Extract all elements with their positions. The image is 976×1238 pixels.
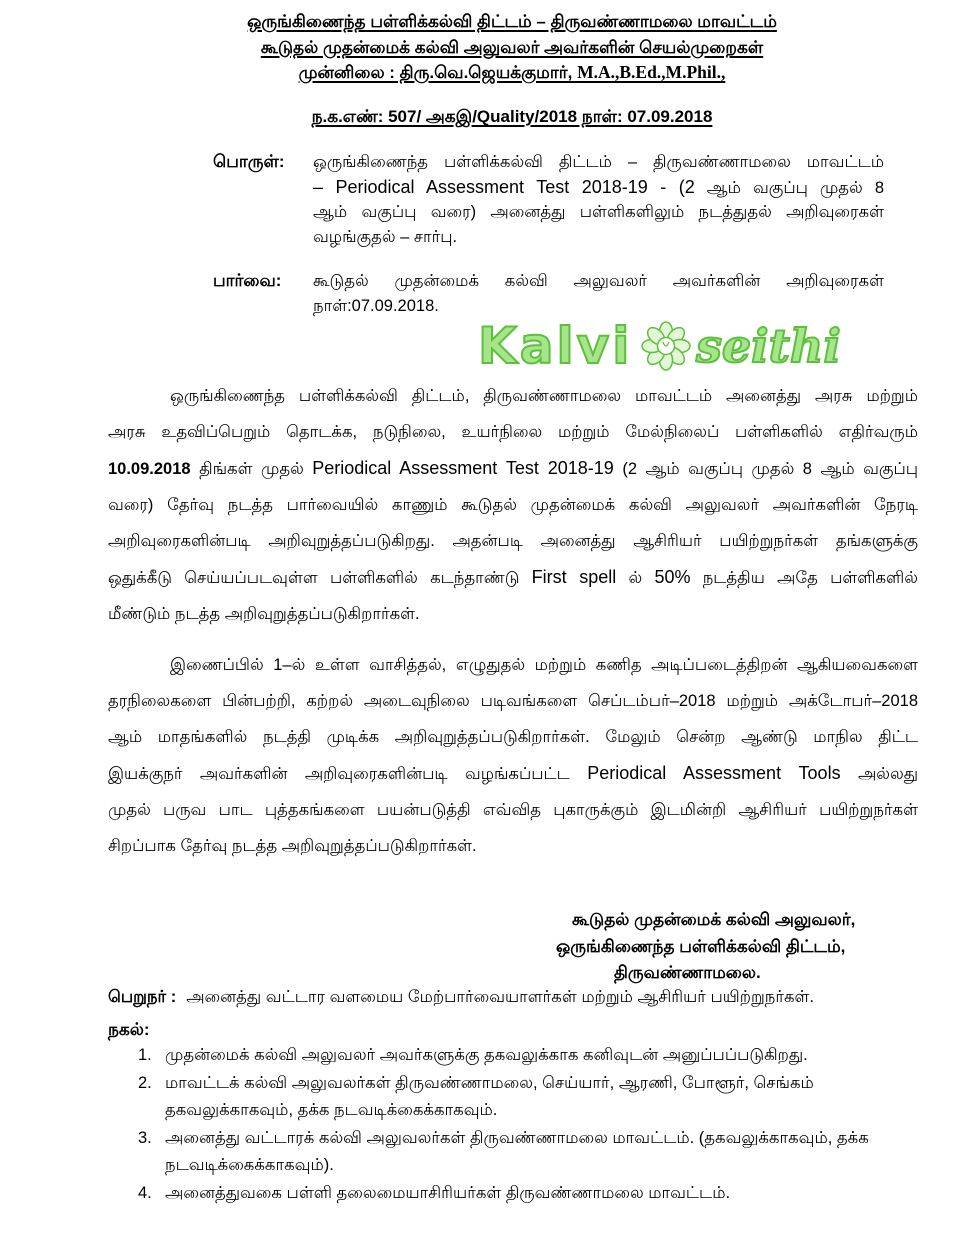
recipient-text: அனைத்து வட்டார வளமைய மேற்பார்வையாளர்கள் மற்றும் ஆசிரியர் பயிற்றுநர்கள். <box>186 988 814 1006</box>
paragraph-line <box>108 450 918 487</box>
copy-to-list <box>108 1042 928 1207</box>
paragraph-line: தரநிலைகளை பின்பற்றி, கற்றல் அடைவுநிலை படிவங்களை செப்டம்பர்–2018 மற்றும் அக்டோபர்–2018 <box>108 692 918 710</box>
signature-department: ஒருங்கிணைந்த பள்ளிக்கல்வி திட்டம், <box>556 936 846 956</box>
reference-label: பார்வை: <box>213 271 282 290</box>
paragraph-line: ஒருங்கிணைந்த பள்ளிக்கல்வி திட்டம், திருவண்ணாமலை மாவட்டம் அனைத்து அரசு மற்றும் <box>170 387 918 405</box>
list-item-line: மாவட்டக் கல்வி அலுவலர்கள் திருவண்ணாமலை, செய்யார், ஆரணி, போளூர், செங்கம் <box>165 1073 814 1092</box>
text-segment: (2 ஆம் வகுப்பு முதல் 8 ஆம் வகுப்பு <box>613 460 919 478</box>
paragraph-line: இணைப்பில் 1–ல் உள்ள வாசித்தல், எழுதுதல் மற்றும் கணித அடிப்படைத்திறன் ஆகியவைகளை <box>170 656 918 674</box>
text-segment: First spell <box>531 567 617 587</box>
text-segment: திங்கள் முதல் <box>190 460 313 478</box>
presided-by-name: முன்னிலை : திரு.வெ.ஜெயக்குமார், <box>298 63 578 82</box>
signature-place: திருவண்ணாமலை. <box>614 963 761 982</box>
exam-start-date: 10.09.2018 <box>108 460 191 478</box>
list-item-number: 3. <box>138 1128 152 1147</box>
watermark-logo <box>478 316 850 376</box>
paragraph-line: சிறப்பாக தேர்வு நடத்த அறிவுறுத்தப்படுகிறார்கள். <box>108 837 477 855</box>
reference-number-line <box>48 104 976 130</box>
watermark-word: seithi <box>696 319 841 373</box>
subject-label: பொருள்: <box>213 152 285 171</box>
paragraph-line: ஆம் மாதங்களில் நடத்தி முடிக்க அறிவுறுத்தப்படுகிறார்கள். மேலும் சென்ற ஆண்டு மாநில திட்ட <box>108 728 918 746</box>
copy-to-label: நகல்: <box>108 1020 150 1039</box>
text-segment: ஆம் வகுப்பு முதல் 8 <box>694 178 884 197</box>
paragraph-line <box>108 559 918 596</box>
signature-block <box>540 907 940 987</box>
text-segment: ஒதுக்கீடு செய்யப்படவுள்ள பள்ளிகளில் கடந்தாண்டு <box>108 569 532 587</box>
list-item-line: நடவடிக்கைக்காகவும்). <box>165 1156 334 1174</box>
signature-designation: கூடுதல் முதன்மைக் கல்வி அலுவலர், <box>572 910 856 929</box>
list-item-number: 2. <box>138 1073 152 1092</box>
flower-logo-icon <box>640 320 692 372</box>
recipient-label: பெறுநர் : <box>108 988 177 1006</box>
reference-line: கூடுதல் முதன்மைக் கல்வி அலுவலர் அவர்களின் அறிவுரைகள் <box>313 272 884 290</box>
paragraph-line: அறிவுரைகளின்படி அறிவுறுத்தப்படுகிறது. அதன்படி அனைத்து ஆசிரியர் பயிற்றுநர்கள் தங்களுக்கு <box>108 532 918 550</box>
reference-line: நாள்:07.09.2018. <box>313 296 439 315</box>
list-item-line: அனைத்துவகை பள்ளி தலைமையாசிரியர்கள் திருவண்ணாமலை மாவட்டம். <box>165 1183 731 1202</box>
list-item <box>108 1180 928 1208</box>
paragraph-line: அரசு உதவிப்பெறும் தொடக்க, நடுநிலை, உயர்நிலை மற்றும் மேல்நிலைப் பள்ளிகளில் எதிர்வரும் <box>108 423 918 441</box>
list-item-number: 4. <box>138 1183 152 1202</box>
list-item <box>108 1042 928 1070</box>
list-item-text <box>165 1042 928 1070</box>
list-item-text <box>165 1180 928 1208</box>
subject-line: ஆம் வகுப்பு வரை) அனைத்து பள்ளிகளிலும் நடத்துதல் அறிவுரைகள் <box>313 203 884 221</box>
list-item-line: முதன்மைக் கல்வி அலுவலர் அவர்களுக்கு தகவலுக்காக கனிவுடன் அனுப்பப்படுகிறது. <box>165 1046 808 1064</box>
list-item-text <box>165 1125 928 1180</box>
text-segment: நடத்திய அதே பள்ளிகளில் <box>690 569 918 587</box>
text-segment: 50% <box>654 567 691 587</box>
list-item-number: 1. <box>138 1046 152 1064</box>
presided-by-degrees: M.A.,B.Ed.,M.Phil., <box>577 62 726 82</box>
subject-line: ஒருங்கிணைந்த பள்ளிக்கல்வி திட்டம் – திருவண்ணாமலை மாவட்டம் <box>313 153 884 171</box>
text-segment: Periodical Assessment Tools <box>587 763 841 783</box>
subject-line: வழங்குதல் – சார்பு. <box>313 227 458 246</box>
text-segment: இயக்குநர் அவர்களின் அறிவுரைகளின்படி வழங்கப்பட்ட <box>108 765 588 783</box>
list-item-text <box>165 1070 928 1125</box>
list-item-line: அனைத்து வட்டாரக் கல்வி அலுவலர்கள் திருவண்ணாமலை மாவட்டம். (தகவலுக்காகவும், தக்க <box>165 1128 869 1147</box>
reference-text <box>313 269 884 318</box>
header-presided-by <box>299 63 726 82</box>
text-segment: அல்லது <box>840 765 919 783</box>
header-title: ஒருங்கிணைந்த பள்ளிக்கல்வி திட்டம் – திருவண்ணாமலை மாவட்டம் <box>247 12 777 31</box>
subject-text <box>313 150 884 249</box>
list-item <box>108 1125 928 1180</box>
paragraph-2 <box>108 647 918 864</box>
paragraph-line: மீண்டும் நடத்த அறிவுறுத்தப்படுகிறார்கள். <box>108 605 420 623</box>
reference-number: ந.க.எண்: 507/ அகஇ/Quality/2018 நாள்: 07.09.2018 <box>311 107 713 126</box>
list-item <box>108 1070 928 1125</box>
header-subtitle: கூடுதல் முதன்மைக் கல்வி அலுவலர் அவர்களின் செயல்முறைகள் <box>260 37 764 57</box>
paragraph-line <box>108 755 918 792</box>
subject-line <box>313 175 884 201</box>
list-item-line: தகவலுக்காகவும், தக்க நடவடிக்கைக்காகவும். <box>165 1101 498 1119</box>
watermark-word: Kalvi <box>478 317 633 375</box>
paragraph-line: முதல் பருவ பாட புத்தகங்களை பயன்படுத்தி எவ்வித புகாருக்கும் இடமின்றி ஆசிரியர் பயிற்றுநர்கள் <box>108 801 918 819</box>
text-segment: – Periodical Assessment Test 2018-19 - (2 <box>313 176 695 197</box>
paragraph-line: வரை) தேர்வு நடத்த பார்வையில் காணும் கூடுதல் முதன்மைக் கல்வி அலுவலர் அவர்களின் நேரடி <box>108 496 918 514</box>
document-header <box>48 9 976 86</box>
paragraph-1 <box>108 378 918 632</box>
recipient-line <box>108 985 948 1009</box>
text-segment: ல் <box>616 569 655 587</box>
text-segment: Periodical Assessment Test 2018-19 <box>312 458 614 478</box>
